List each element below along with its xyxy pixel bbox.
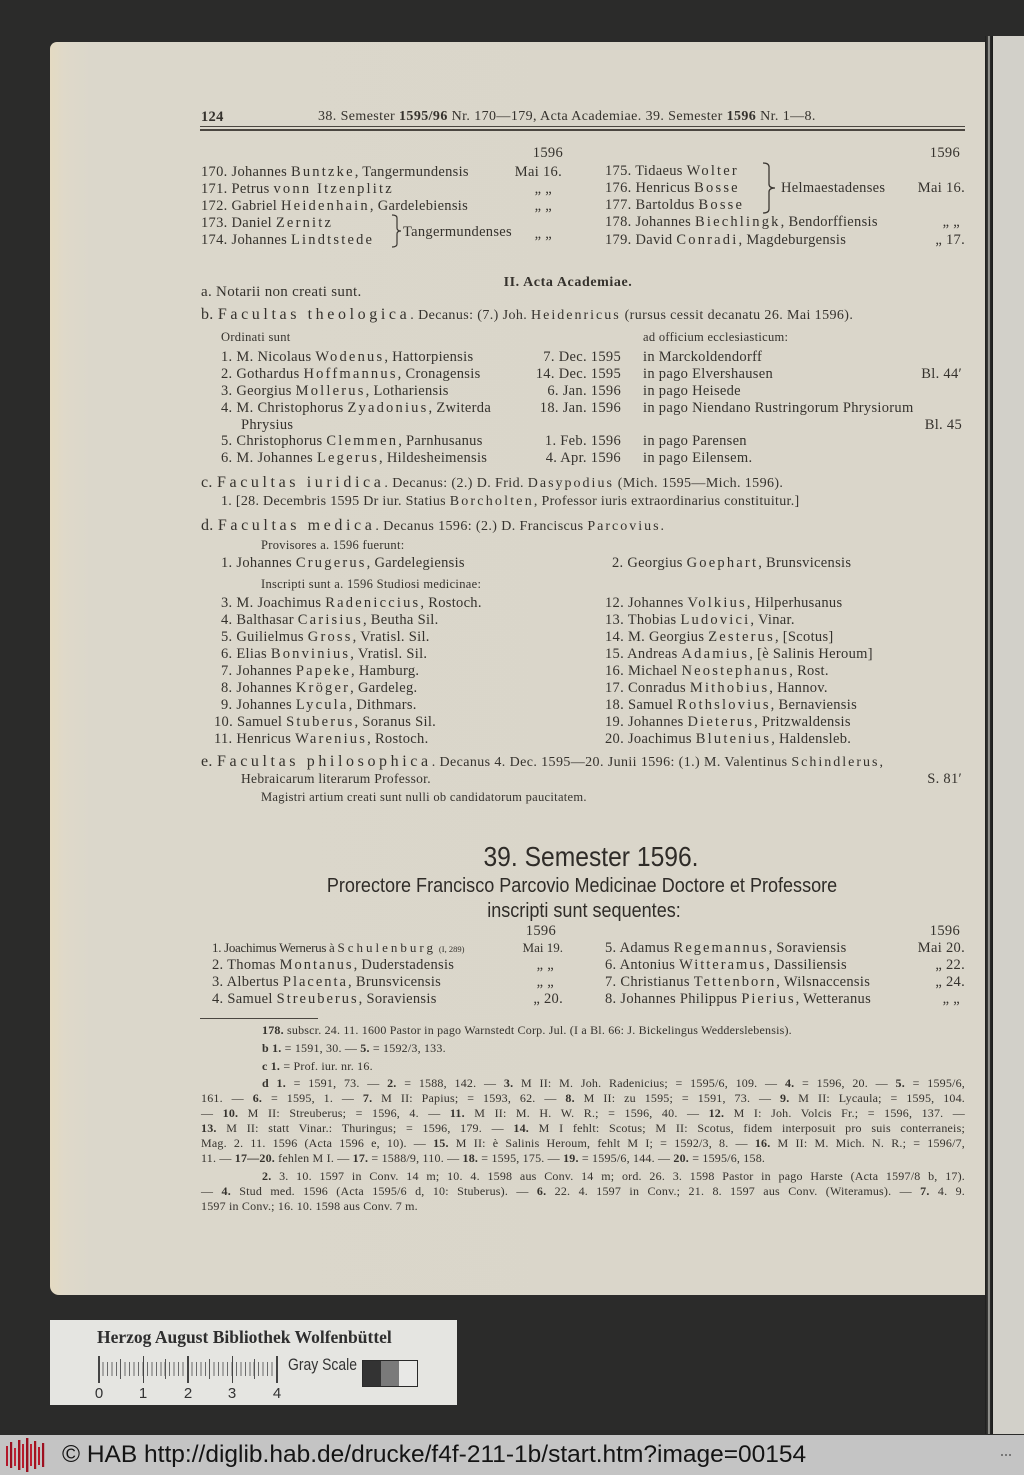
list-item: 7. Christianus Tettenborn, Wilsnaccensis xyxy=(605,974,871,990)
ruler-tick xyxy=(254,1359,255,1379)
viewer-mini-icon xyxy=(1000,1453,1012,1457)
list-item: 176. Henricus Bosse xyxy=(605,180,740,196)
list-item: 20. Joachimus Blutenius, Haldensleb. xyxy=(605,731,852,747)
column-label: Ordinati sunt xyxy=(221,330,291,344)
list-item: 178. Johannes Biechlingk, Bendorffiensis xyxy=(605,214,878,230)
place: in pago Niendano Rustringorum Phrysiorum xyxy=(643,400,914,416)
adjacent-page-edge xyxy=(993,36,1024,1434)
date: Mai 16. xyxy=(917,180,965,196)
list-item: 177. Bartoldus Bosse xyxy=(605,197,745,213)
gray-scale-label: Gray Scale xyxy=(288,1355,357,1374)
ruler-label: 1 xyxy=(138,1385,148,1402)
ruler-tick xyxy=(187,1356,189,1383)
list-item: 5. Christophorus Clemmen, Parnhusanus xyxy=(221,433,483,449)
section-heading: II. Acta Academiae. xyxy=(503,275,633,290)
list-item: 4. Balthasar Carisius, Beutha Sil. xyxy=(221,612,439,628)
ruler-tick xyxy=(276,1356,278,1383)
faculty-theologica: b. Facultas theologica. Decanus: (7.) Joh. Heidenricus (rursus cessit decanatu 26. Mai 1596). xyxy=(201,306,854,323)
footnote-line: 161. — 6. = 1595, 1. — 7. M II: Papius; = 1593, 62. — 8. M II: zu 1595; = 1591, 73. — 9. M II: Lycaula; = 1595, 104. xyxy=(201,1091,965,1105)
list-item: 7. Johannes Papeke, Hamburg. xyxy=(221,663,420,679)
place: in Marckoldendorff xyxy=(643,349,763,365)
footnote-line: 2. 3. 10. 1597 in Conv. 14 m; 10. 4. 1598 aus Conv. 14 m; ord. 26. 3. 1598 Pastor in pago Harste (Acta 1597/8 b, 17). xyxy=(262,1169,965,1183)
list-item: 19. Johannes Dieterus, Pritzwaldensis xyxy=(605,714,851,730)
ruler-tick xyxy=(120,1359,121,1379)
list-item: 17. Conradus Mithobius, Hannov. xyxy=(605,680,828,696)
list-item: 1. [28. Decembris 1595 Dr iur. Statius Borcholten, Professor iuris extraordinarius constituitur.] xyxy=(221,494,800,509)
date: 6. Jan. 1596 xyxy=(547,383,621,399)
magistri-note: Magistri artium creati sunt nulli ob candidatorum paucitatem. xyxy=(261,790,587,804)
semester-subtitle-2: inscripti sunt sequentes: xyxy=(487,899,681,922)
folio-ref: S. 81′ xyxy=(927,771,962,787)
year-label-right: 1596 xyxy=(929,923,960,939)
list-item: 8. Johannes Kröger, Gardeleg. xyxy=(221,680,418,696)
inscripti-label: Inscripti sunt a. 1596 Studiosi medicinae: xyxy=(261,577,482,591)
date: Mai 16. xyxy=(514,164,562,180)
footnote-line: c 1. = Prof. iur. nr. 16. xyxy=(262,1059,373,1073)
list-item: 173. Daniel Zernitz xyxy=(201,215,334,231)
list-item: 5. Adamus Regemannus, Soraviensis xyxy=(605,940,847,956)
list-item: 170. Johannes Buntzke, Tangermundensis xyxy=(201,164,469,180)
page-gutter xyxy=(985,36,993,1434)
date: „ „ xyxy=(534,181,552,197)
ruler-label: 0 xyxy=(94,1385,104,1402)
date: „ „ xyxy=(534,226,552,242)
gray-swatch-mid xyxy=(381,1361,399,1386)
list-item: 11. Henricus Warenius, Rostoch. xyxy=(214,731,429,747)
place: in pago Parensen xyxy=(643,433,747,449)
date: 7. Dec. 1595 xyxy=(543,349,621,365)
list-item: 5. Guilielmus Gross, Vratisl. Sil. xyxy=(221,629,430,645)
list-item: 1. Johannes Crugerus, Gardelegiensis xyxy=(221,555,465,571)
ruler-label: 4 xyxy=(272,1385,282,1402)
list-item: 1. M. Nicolaus Wodenus, Hattorpiensis xyxy=(221,349,474,365)
date: „ „ xyxy=(536,974,554,990)
ruler-label: 3 xyxy=(227,1385,237,1402)
gray-swatch-light xyxy=(399,1361,417,1386)
header-rule-thin xyxy=(200,126,965,127)
date: „ „ xyxy=(536,957,554,973)
folio-ref: Bl. 44′ xyxy=(921,366,962,382)
faculty-continuation: Hebraicarum literarum Professor. xyxy=(241,771,431,786)
list-item: 10. Samuel Stuberus, Soranus Sil. xyxy=(214,714,437,730)
date: 4. Apr. 1596 xyxy=(545,450,621,466)
notarii-line: a. Notarii non creati sunt. xyxy=(201,284,362,300)
list-item: 2. Gothardus Hoffmannus, Cronagensis xyxy=(221,366,481,382)
header-rule-thick xyxy=(200,129,965,131)
list-item: 4. Samuel Streuberus, Soraviensis xyxy=(212,991,437,1007)
year-label-left: 1596 xyxy=(532,145,563,161)
entry-name: 1. Joachimus Wernerus à Schulenburg xyxy=(212,940,436,955)
date: „ „ xyxy=(534,198,552,214)
list-item: 6. Elias Bonvinius, Vratisl. Sil. xyxy=(221,646,428,662)
folio-ref: Bl. 45 xyxy=(924,417,962,433)
semester-subtitle: Prorectore Francisco Parcovio Medicinae Doctore et Professore xyxy=(326,874,838,897)
date: „ 24. xyxy=(935,974,965,990)
list-item: 15. Andreas Adamius, [è Salinis Heroum] xyxy=(605,646,873,662)
footnote-line: — 4. Stud med. 1596 (Acta 1595/6 d, 10: Stuberus). — 6. 22. 4. 1597 in Conv.; 21. 8. 1597 aus Conv. (Witeramus). — 7. 4. 9. xyxy=(201,1184,966,1198)
footnote-line: 178. subscr. 24. 11. 1600 Pastor in pago Warnstedt Corp. Jul. (I a Bl. 66: J. Bickelingus Wedderslebensis). xyxy=(262,1023,792,1037)
place: in pago Eilensem. xyxy=(643,450,753,466)
footnote-line: 11. — 17—20. fehlen M I. — 17. = 1588/9, 110. — 18. = 1595, 175. — 19. = 1595/6, 144. — 20. = 1595/6, 158. xyxy=(201,1151,766,1165)
list-item: 171. Petrus vonn Itzenplitz xyxy=(201,181,394,197)
library-name: Herzog August Bibliothek Wolfenbüttel xyxy=(97,1327,392,1347)
faculty-philosophica: e. Facultas philosophica. Decanus 4. Dec. 1595—20. Junii 1596: (1.) M. Valentinus Schindlerus, xyxy=(201,753,884,770)
ruler-tick xyxy=(143,1356,145,1383)
cross-reference: (I, 289) xyxy=(438,944,465,954)
date: „ 17. xyxy=(935,232,965,248)
place: in pago Heisede xyxy=(643,383,741,399)
list-item: 12. Johannes Volkius, Hilperhusanus xyxy=(605,595,843,611)
date: 14. Dec. 1595 xyxy=(535,366,621,382)
list-item: 3. Georgius Mollerus, Lothariensis xyxy=(221,383,449,399)
footnote-line: 13. M II: statt Vinar.: Thuringus; = 1596, 179. — 14. M I fehlt: Scotus; M II: Scotus, fidem interposuit pro suis conterraneis; xyxy=(201,1121,965,1135)
footnote-line: Mag. 2. 11. 1596 (Acta 1596 e, 10). — 15. M II: è Salinis Heroum, fehlt M I; = 1592/3, 8. — 16. M II: M. Mich. N. R.; = 1596/7, xyxy=(201,1136,965,1150)
group-origin: Helmaestadenses xyxy=(781,180,886,196)
list-item: 4. M. Christophorus Zyadonius, Zwiterda xyxy=(221,400,492,416)
running-header: 38. Semester 1595/96 Nr. 170—179, Acta Academiae. 39. Semester 1596 Nr. 1—8. xyxy=(318,109,816,124)
date: „ 22. xyxy=(935,957,965,973)
list-item-continuation: Phrysius xyxy=(241,417,294,433)
faculty-medica: d. Facultas medica. Decanus 1596: (2.) D. Franciscus Parcovius. xyxy=(201,517,665,534)
year-label-right: 1596 xyxy=(929,145,960,161)
list-item: 179. David Conradi, Magdeburgensis xyxy=(605,232,847,248)
date: „ 20. xyxy=(533,991,563,1007)
year-label-left: 1596 xyxy=(525,923,556,939)
copyright-url: © HAB http://diglib.hab.de/drucke/f4f-211-1b/start.htm?image=00154 xyxy=(62,1441,807,1468)
ruler-tick xyxy=(209,1359,210,1379)
date: Mai 20. xyxy=(917,940,965,956)
list-item: 172. Gabriel Heidenhain, Gardelebiensis xyxy=(201,198,469,214)
date: „ „ xyxy=(942,214,960,230)
list-item: 9. Johannes Lycula, Dithmars. xyxy=(221,697,417,713)
ruler-tick xyxy=(98,1356,100,1383)
footnote-line: d 1. = 1591, 73. — 2. = 1588, 142. — 3. M II: M. Joh. Radenicius; = 1595/6, 109. — 4. = 1596, 20. — 5. = 1595/6, xyxy=(262,1076,965,1090)
footnote-line: 1597 in Conv.; 16. 10. 1598 aus Conv. 7 m. xyxy=(201,1199,418,1213)
footnote-line: b 1. = 1591, 30. — 5. = 1592/3, 133. xyxy=(262,1041,446,1055)
list-item: 8. Johannes Philippus Pierius, Wetteranus xyxy=(605,991,872,1007)
provisores-label: Provisores a. 1596 fuerunt: xyxy=(261,538,405,552)
list-item: 6. M. Johannes Legerus, Hildesheimensis xyxy=(221,450,488,466)
ruler-tick xyxy=(232,1356,234,1383)
list-item: 2. Georgius Goephart, Brunsvicensis xyxy=(612,555,852,571)
date: „ „ xyxy=(942,991,960,1007)
ruler-tick xyxy=(165,1359,166,1379)
faculty-iuridica: c. Facultas iuridica. Decanus: (2.) D. Frid. Dasypodius (Mich. 1595—Mich. 1596). xyxy=(201,474,784,491)
list-item: 6. Antonius Witteramus, Dassiliensis xyxy=(605,957,847,973)
hab-logo-icon xyxy=(5,1438,47,1472)
list-item: 18. Samuel Rothslovius, Bernaviensis xyxy=(605,697,858,713)
brace-icon xyxy=(763,162,776,214)
ruler-label: 2 xyxy=(183,1385,193,1402)
list-item: 3. M. Joachimus Radeniccius, Rostoch. xyxy=(221,595,482,611)
page-number: 124 xyxy=(201,109,224,125)
gray-swatch-dark xyxy=(363,1361,381,1386)
list-item: 174. Johannes Lindtstede xyxy=(201,232,375,248)
list-item: 3. Albertus Placenta, Brunsvicensis xyxy=(212,974,442,990)
list-item: 2. Thomas Montanus, Duderstadensis xyxy=(212,957,455,973)
date: 18. Jan. 1596 xyxy=(539,400,621,416)
list-item: 14. M. Georgius Zesterus, [Scotus] xyxy=(605,629,834,645)
footnote-rule xyxy=(200,1018,318,1019)
date: 1. Feb. 1596 xyxy=(544,433,621,449)
list-item: 13. Thobias Ludovici, Vinar. xyxy=(605,612,795,628)
brace-icon xyxy=(392,214,402,248)
gray-scale-swatches xyxy=(362,1360,418,1387)
semester-title: 39. Semester 1596. xyxy=(483,841,699,872)
date: Mai 19. xyxy=(522,940,563,955)
column-label: ad officium ecclesiasticum: xyxy=(643,330,789,344)
place: in pago Elvershausen xyxy=(643,366,774,382)
footnote-line: — 10. M II: Streuberus; = 1596, 4. — 11. M II: M. H. W. R.; = 1596, 40. — 12. M I: Joh. Volcis Fr.; = 1596, 137. — xyxy=(201,1106,965,1120)
list-item: 175. Tidaeus Wolter xyxy=(605,163,739,179)
group-origin: Tangermundenses xyxy=(403,224,512,240)
list-item: 16. Michael Neostephanus, Rost. xyxy=(605,663,829,679)
